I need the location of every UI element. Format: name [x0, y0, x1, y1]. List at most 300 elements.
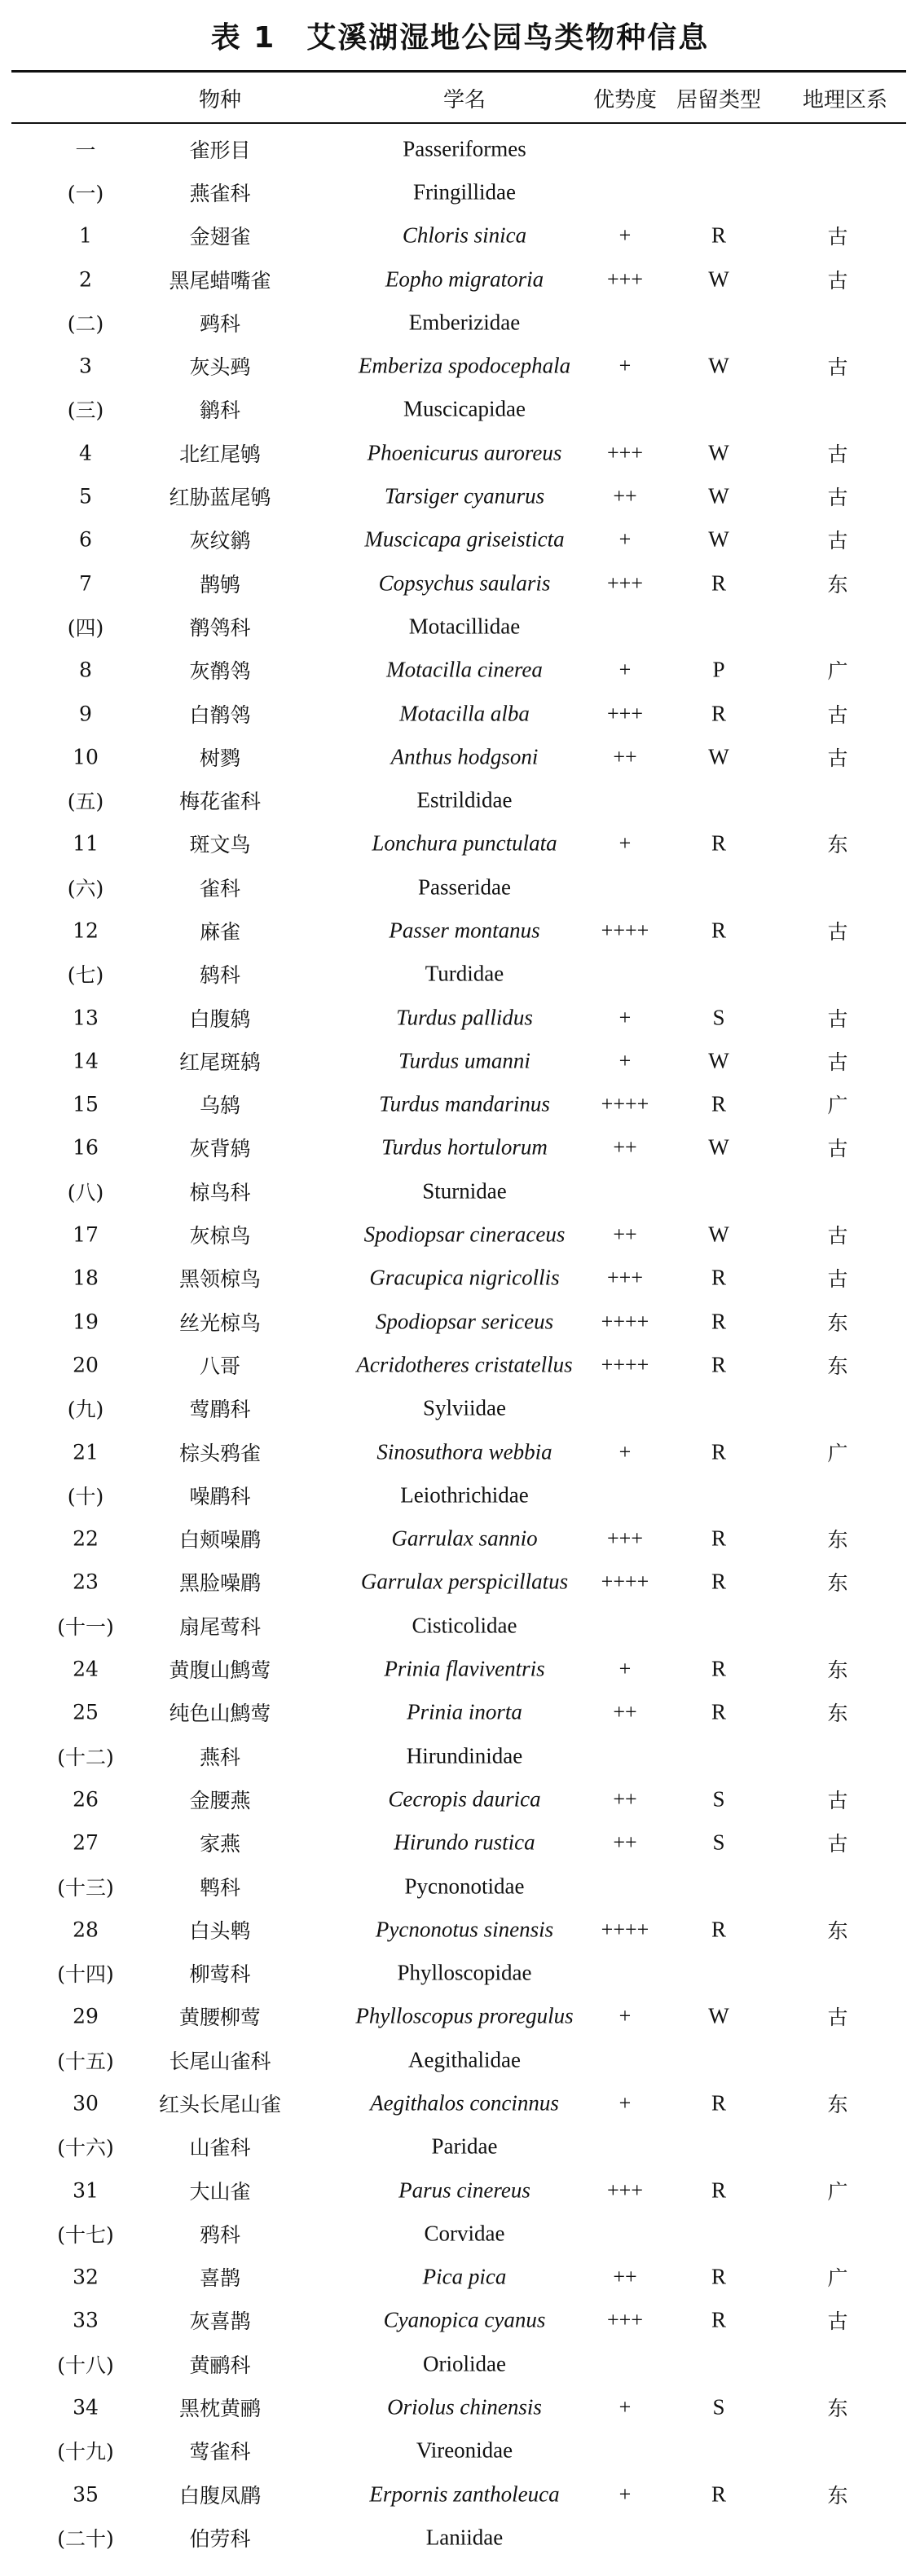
- chinese-name: 金翅雀: [189, 225, 251, 249]
- geographic-realm-value: 古: [827, 2310, 848, 2334]
- row-number: 10: [73, 745, 99, 769]
- scientific-name: Aegithalidae: [408, 2047, 521, 2072]
- dominance-value: +++: [607, 2177, 643, 2202]
- taxon-group-row: [0, 1387, 920, 1430]
- species-row: [0, 518, 920, 561]
- row-number: 3: [79, 354, 92, 378]
- row-number: (五): [67, 790, 104, 814]
- chinese-name: 白腹凤鹛: [178, 2483, 261, 2508]
- dominance-value: +++: [607, 570, 643, 595]
- chinese-name: 雀形目: [189, 138, 251, 162]
- dominance-value: ++: [613, 484, 637, 509]
- chinese-name: 家燕: [199, 1832, 240, 1856]
- row-number: 2: [79, 267, 92, 292]
- species-row: [0, 2256, 920, 2299]
- chinese-name: 黑脸噪鹛: [178, 1571, 261, 1596]
- row-number: (十六): [57, 2136, 114, 2160]
- geographic-realm-value: 东: [827, 1918, 848, 1943]
- chinese-name: 灰头鹀: [189, 355, 251, 380]
- species-row: [0, 1039, 920, 1082]
- row-number: (四): [67, 615, 104, 640]
- geographic-realm-value: 东: [827, 1310, 848, 1335]
- residence-type-value: P: [712, 657, 725, 682]
- chinese-name: 黑尾蜡嘴雀: [169, 268, 271, 293]
- geographic-realm-value: 东: [827, 1571, 848, 1596]
- dominance-value: +: [618, 658, 632, 682]
- chinese-name: 棕头鸦雀: [178, 1441, 261, 1465]
- residence-type-value: W: [708, 353, 729, 378]
- row-number: 32: [73, 2265, 99, 2289]
- row-number: (十七): [57, 2222, 114, 2247]
- chinese-name: 黑领椋鸟: [178, 1267, 261, 1292]
- geographic-realm-value: 东: [827, 833, 848, 857]
- row-number: 28: [73, 1918, 99, 1942]
- row-number: 5: [79, 484, 92, 509]
- scientific-name: Passeriformes: [403, 136, 526, 161]
- species-row: [0, 1908, 920, 1951]
- dominance-value: +++: [607, 701, 643, 725]
- chinese-name: 喜鹊: [199, 2266, 240, 2291]
- taxon-group-row: [0, 778, 920, 821]
- geographic-realm-value: 古: [827, 702, 848, 727]
- row-number: (九): [67, 1398, 104, 1422]
- scientific-name: Fringillidae: [413, 179, 516, 205]
- residence-type-value: R: [711, 1917, 726, 1942]
- dominance-value: ++: [613, 1700, 637, 1724]
- taxon-group-row: [0, 2038, 920, 2081]
- dominance-value: +: [618, 354, 632, 378]
- scientific-name: Anthus hodgsoni: [390, 744, 539, 769]
- residence-type-value: R: [711, 2090, 726, 2116]
- row-number: 8: [79, 658, 92, 682]
- row-number: 1: [79, 223, 92, 248]
- geographic-realm-value: 东: [827, 1354, 848, 1378]
- scientific-name: Sylviidae: [423, 1395, 506, 1420]
- residence-type-value: W: [708, 483, 729, 509]
- residence-type-value: R: [711, 2307, 726, 2332]
- chinese-name: 燕雀科: [189, 181, 251, 205]
- taxon-group-row: [0, 2212, 920, 2255]
- chinese-name: 灰鹡鸰: [189, 659, 251, 684]
- row-number: 4: [79, 441, 92, 465]
- scientific-name: Aegithalos concinnus: [370, 2090, 559, 2116]
- dominance-value: ++++: [601, 1917, 649, 1941]
- dominance-value: +: [618, 2395, 632, 2420]
- species-row: [0, 2081, 920, 2125]
- geographic-realm-value: 东: [827, 2397, 848, 2421]
- chinese-name: 白颊噪鹛: [178, 1528, 261, 1552]
- species-row: [0, 735, 920, 778]
- dominance-value: ++: [613, 1786, 637, 1811]
- scientific-name: Cisticolidae: [412, 1613, 517, 1638]
- scientific-name: Turdus pallidus: [396, 1005, 533, 1030]
- row-number: (十一): [57, 1614, 114, 1639]
- residence-type-value: R: [711, 1439, 726, 1464]
- geographic-realm-value: 广: [827, 2179, 848, 2204]
- chinese-name: 黄腰柳莺: [178, 2006, 261, 2030]
- scientific-name: Prinia inorta: [407, 1699, 522, 1724]
- species-row: [0, 2169, 920, 2212]
- scientific-name: Pycnonotidae: [404, 1874, 525, 1899]
- residence-type-value: R: [711, 1656, 726, 1681]
- taxon-group-row: [0, 1169, 920, 1213]
- scientific-name: Oriolus chinensis: [387, 2394, 542, 2420]
- scientific-name: Estrildidae: [416, 787, 513, 812]
- dominance-value: ++++: [601, 1092, 649, 1116]
- dominance-value: +: [618, 831, 632, 856]
- chinese-name: 梅花雀科: [178, 790, 261, 814]
- chinese-name: 山雀科: [189, 2136, 251, 2160]
- header-residence-type: 居留类型: [676, 88, 761, 112]
- geographic-realm-value: 古: [827, 1267, 848, 1292]
- row-number: 27: [73, 1830, 99, 1855]
- species-row: [0, 561, 920, 605]
- scientific-name: Chloris sinica: [402, 222, 527, 248]
- taxon-group-row: [0, 1473, 920, 1517]
- geographic-realm-value: 东: [827, 1702, 848, 1726]
- taxon-group-row: [0, 2125, 920, 2169]
- dominance-value: ++++: [601, 918, 649, 942]
- row-number: 31: [73, 2178, 99, 2203]
- scientific-name: Oriolidae: [423, 2351, 506, 2376]
- dominance-value: +: [618, 2004, 632, 2028]
- chinese-name: 椋鸟科: [189, 1180, 251, 1204]
- chinese-name: 树鹨: [199, 746, 240, 770]
- row-number: 22: [73, 1526, 99, 1551]
- scientific-name: Motacillidae: [408, 614, 521, 639]
- species-row: [0, 1126, 920, 1169]
- row-number: 25: [73, 1700, 99, 1724]
- dominance-value: ++++: [601, 1352, 649, 1376]
- species-row: [0, 2385, 920, 2428]
- chinese-name: 红尾斑鸫: [178, 1050, 261, 1074]
- geographic-realm-value: 古: [827, 1788, 848, 1812]
- geographic-realm-value: 古: [827, 529, 848, 553]
- chinese-name: 丝光椋鸟: [178, 1310, 261, 1335]
- residence-type-value: S: [712, 1786, 725, 1812]
- residence-type-value: R: [711, 1699, 726, 1724]
- scientific-name: Garrulax perspicillatus: [360, 1569, 569, 1594]
- residence-type-value: W: [708, 526, 729, 552]
- geographic-realm-value: 古: [827, 919, 848, 944]
- scientific-name: Paridae: [431, 2133, 498, 2159]
- species-row: [0, 1821, 920, 1865]
- species-row: [0, 258, 920, 301]
- taxon-group-row: [0, 301, 920, 344]
- dominance-value: +: [618, 1439, 632, 1464]
- dominance-value: ++++: [601, 1570, 649, 1594]
- row-number: 30: [73, 2091, 99, 2116]
- scientific-name: Corvidae: [424, 2221, 505, 2246]
- chinese-name: 莺雀科: [189, 2440, 251, 2464]
- residence-type-value: W: [708, 440, 729, 465]
- scientific-name: Phoenicurus auroreus: [367, 440, 562, 465]
- row-number: 23: [73, 1570, 99, 1594]
- chinese-name: 雀科: [199, 876, 240, 900]
- scientific-name: Gracupica nigricollis: [369, 1265, 560, 1290]
- row-number: 35: [73, 2482, 99, 2507]
- header-dominance: 优势度: [592, 88, 657, 112]
- row-number: (十五): [57, 2049, 114, 2073]
- geographic-realm-value: 古: [827, 355, 848, 380]
- taxon-group-row: [0, 1865, 920, 1908]
- table-body: [0, 127, 920, 2560]
- residence-type-value: R: [711, 222, 726, 248]
- species-row: [0, 1691, 920, 1734]
- geographic-realm-value: 古: [827, 746, 848, 770]
- dominance-value: +++: [607, 1266, 643, 1290]
- residence-type-value: R: [711, 1265, 726, 1290]
- dominance-value: ++: [613, 744, 637, 768]
- taxon-group-row: [0, 865, 920, 909]
- species-row: [0, 822, 920, 865]
- scientific-name: Muscicapidae: [403, 396, 526, 421]
- geographic-realm-value: 广: [827, 2266, 848, 2291]
- residence-type-value: W: [708, 744, 729, 769]
- residence-type-value: S: [712, 1005, 725, 1030]
- scientific-name: Hirundo rustica: [394, 1830, 535, 1855]
- row-number: (十二): [57, 1745, 114, 1769]
- row-number: 21: [73, 1440, 99, 1464]
- residence-type-value: W: [708, 1222, 729, 1247]
- geographic-realm-value: 古: [827, 1224, 848, 1248]
- taxon-group-row: [0, 605, 920, 648]
- chinese-name: 麻雀: [199, 919, 240, 944]
- residence-type-value: R: [711, 1309, 726, 1334]
- residence-type-value: R: [711, 570, 726, 596]
- row-number: 34: [73, 2395, 99, 2420]
- scientific-name: Acridotheres cristatellus: [356, 1352, 573, 1377]
- geographic-realm-value: 古: [827, 268, 848, 293]
- scientific-name: Phylloscopidae: [397, 1960, 532, 1985]
- species-row: [0, 649, 920, 692]
- row-number: 15: [73, 1092, 99, 1116]
- scientific-name: Turdidae: [425, 961, 504, 986]
- taxon-group-row: [0, 1951, 920, 1994]
- residence-type-value: W: [708, 2003, 729, 2028]
- dominance-value: +: [618, 2091, 632, 2115]
- taxon-group-row: [0, 2429, 920, 2473]
- species-row: [0, 1257, 920, 1300]
- residence-type-value: W: [708, 1048, 729, 1073]
- row-number: 29: [73, 2004, 99, 2028]
- residence-type-value: R: [711, 918, 726, 943]
- scientific-name: Emberizidae: [408, 310, 521, 335]
- chinese-name: 金腰燕: [189, 1788, 251, 1812]
- taxon-group-row: [0, 388, 920, 431]
- row-number: 33: [73, 2308, 99, 2332]
- chinese-name: 伯劳科: [189, 2526, 251, 2551]
- residence-type-value: R: [711, 830, 726, 856]
- header-geographic-realm: 地理区系: [802, 88, 887, 112]
- row-number: 18: [73, 1266, 99, 1290]
- chinese-name: 鹟科: [199, 399, 240, 423]
- geographic-realm-value: 古: [827, 225, 848, 249]
- row-number: 12: [73, 918, 99, 943]
- scientific-name: Sinosuthora webbia: [376, 1439, 552, 1464]
- species-row: [0, 1995, 920, 2038]
- scientific-name: Muscicapa griseisticta: [364, 526, 565, 552]
- residence-type-value: R: [711, 2481, 726, 2507]
- species-row: [0, 431, 920, 474]
- geographic-realm-value: 东: [827, 572, 848, 597]
- geographic-realm-value: 古: [827, 486, 848, 510]
- dominance-value: ++: [613, 1222, 637, 1247]
- row-number: (十四): [57, 1962, 114, 1987]
- row-number: (六): [67, 876, 104, 900]
- dominance-value: +++: [607, 440, 643, 465]
- residence-type-value: R: [711, 2264, 726, 2289]
- row-number: (一): [67, 181, 104, 205]
- scientific-name: Emberiza spodocephala: [358, 353, 571, 378]
- species-row: [0, 1213, 920, 1256]
- scientific-name: Prinia flaviventris: [384, 1656, 545, 1681]
- row-number: 17: [73, 1222, 99, 1247]
- row-number: 9: [79, 702, 92, 725]
- chinese-name: 斑文鸟: [189, 833, 251, 857]
- taxon-group-row: [0, 2516, 920, 2559]
- chinese-name: 鸫科: [199, 963, 240, 988]
- dominance-value: +: [618, 1657, 632, 1681]
- species-row: [0, 1517, 920, 1561]
- scientific-name: Vireonidae: [416, 2437, 513, 2463]
- geographic-realm-value: 古: [827, 1832, 848, 1856]
- chinese-name: 噪鹛科: [189, 1484, 251, 1508]
- species-row: [0, 1561, 920, 1604]
- chinese-name: 鹎科: [199, 1875, 240, 1900]
- chinese-name: 红胁蓝尾鸲: [169, 486, 271, 510]
- chinese-name: 长尾山雀科: [169, 2049, 271, 2073]
- header-scientific-name: 学名: [442, 88, 486, 112]
- chinese-name: 八哥: [199, 1354, 240, 1378]
- residence-type-value: R: [711, 701, 726, 725]
- scientific-name: Turdus mandarinus: [379, 1091, 550, 1116]
- scientific-name: Spodiopsar cineraceus: [363, 1222, 566, 1247]
- scientific-name: Leiothrichidae: [400, 1482, 529, 1508]
- geographic-realm-value: 东: [827, 2093, 848, 2116]
- row-number: (十): [67, 1484, 104, 1508]
- species-row: [0, 1300, 920, 1343]
- chinese-name: 北红尾鸲: [178, 442, 261, 466]
- chinese-name: 扇尾莺科: [178, 1614, 261, 1639]
- chinese-name: 燕科: [199, 1745, 240, 1769]
- row-number: 一: [75, 138, 96, 162]
- chinese-name: 柳莺科: [189, 1962, 251, 1987]
- row-number: 26: [73, 1787, 99, 1812]
- table-title: 表 1 艾溪湖湿地公园鸟类物种信息: [210, 21, 710, 55]
- species-row: [0, 1777, 920, 1821]
- geographic-realm-value: 东: [827, 2483, 848, 2508]
- chinese-name: 乌鸫: [199, 1094, 240, 1118]
- chinese-name: 黑枕黄鹂: [178, 2397, 261, 2421]
- residence-type-value: S: [712, 1830, 725, 1855]
- species-row: [0, 692, 920, 735]
- scientific-name: Phylloscopus proregulus: [355, 2003, 574, 2028]
- residence-type-value: W: [708, 266, 729, 292]
- species-row: [0, 2473, 920, 2516]
- residence-type-value: S: [712, 2394, 725, 2420]
- scientific-name: Copsychus saularis: [378, 570, 551, 596]
- geographic-realm-value: 古: [827, 1050, 848, 1074]
- scientific-name: Sturnidae: [422, 1178, 507, 1204]
- species-row: [0, 214, 920, 258]
- scientific-name: Spodiopsar sericeus: [375, 1309, 554, 1334]
- species-row: [0, 1083, 920, 1126]
- geographic-realm-value: 广: [827, 1441, 848, 1465]
- taxon-group-row: [0, 127, 920, 170]
- row-number: (八): [67, 1180, 104, 1204]
- taxon-group-row: [0, 2342, 920, 2385]
- geographic-realm-value: 广: [827, 659, 848, 684]
- chinese-name: 红头长尾山雀: [158, 2093, 281, 2116]
- header-species: 物种: [198, 88, 241, 112]
- residence-type-value: R: [711, 1091, 726, 1116]
- species-row: [0, 1430, 920, 1473]
- scientific-name: Tarsiger cyanurus: [384, 483, 545, 509]
- dominance-value: +: [618, 527, 632, 552]
- row-number: 16: [73, 1135, 99, 1160]
- dominance-value: ++: [613, 1830, 637, 1855]
- species-row: [0, 909, 920, 952]
- residence-type-value: R: [711, 1526, 726, 1551]
- dominance-value: +: [618, 1005, 632, 1029]
- dominance-value: ++: [613, 1135, 637, 1160]
- row-number: 6: [79, 527, 92, 552]
- geographic-realm-value: 东: [827, 1528, 848, 1552]
- residence-type-value: R: [711, 1352, 726, 1377]
- dominance-value: ++++: [601, 1309, 649, 1333]
- row-number: (十三): [57, 1875, 114, 1900]
- scientific-name: Cyanopica cyanus: [383, 2307, 546, 2332]
- row-number: (十八): [57, 2353, 114, 2377]
- scientific-name: Hirundinidae: [406, 1743, 523, 1768]
- taxon-group-row: [0, 1734, 920, 1777]
- species-row: [0, 1647, 920, 1690]
- geographic-realm-value: 广: [827, 1094, 848, 1118]
- row-number: 14: [73, 1049, 99, 1073]
- dominance-value: ++: [613, 2265, 637, 2289]
- scientific-name: Passeridae: [418, 874, 511, 900]
- chinese-name: 鸦科: [199, 2222, 240, 2247]
- dominance-value: +: [618, 223, 632, 248]
- scientific-name: Parus cinereus: [398, 2177, 530, 2203]
- row-number: 24: [73, 1657, 99, 1681]
- scientific-name: Turdus hortulorum: [381, 1134, 548, 1160]
- geographic-realm-value: 古: [827, 442, 848, 466]
- scientific-name: Laniidae: [425, 2525, 504, 2550]
- chinese-name: 白头鹎: [189, 1918, 251, 1943]
- top-rule: [11, 70, 906, 73]
- chinese-name: 白腹鸫: [189, 1006, 251, 1031]
- chinese-name: 灰喜鹊: [189, 2310, 251, 2334]
- chinese-name: 灰椋鸟: [189, 1224, 251, 1248]
- residence-type-value: R: [711, 1569, 726, 1594]
- row-number: 7: [79, 571, 92, 596]
- dominance-value: +: [618, 1048, 632, 1072]
- geographic-realm-value: 东: [827, 1658, 848, 1683]
- row-number: 20: [73, 1353, 99, 1377]
- chinese-name: 大山雀: [189, 2179, 251, 2204]
- scientific-name: Pycnonotus sinensis: [375, 1917, 554, 1942]
- taxon-group-row: [0, 1604, 920, 1647]
- species-row: [0, 2299, 920, 2342]
- row-number: 19: [73, 1310, 99, 1334]
- chinese-name: 鹊鸲: [199, 572, 240, 597]
- residence-type-value: W: [708, 1134, 729, 1160]
- chinese-name: 纯色山鹪莺: [169, 1702, 271, 1726]
- chinese-name: 黄腹山鹪莺: [169, 1658, 271, 1683]
- table-header: [0, 78, 920, 116]
